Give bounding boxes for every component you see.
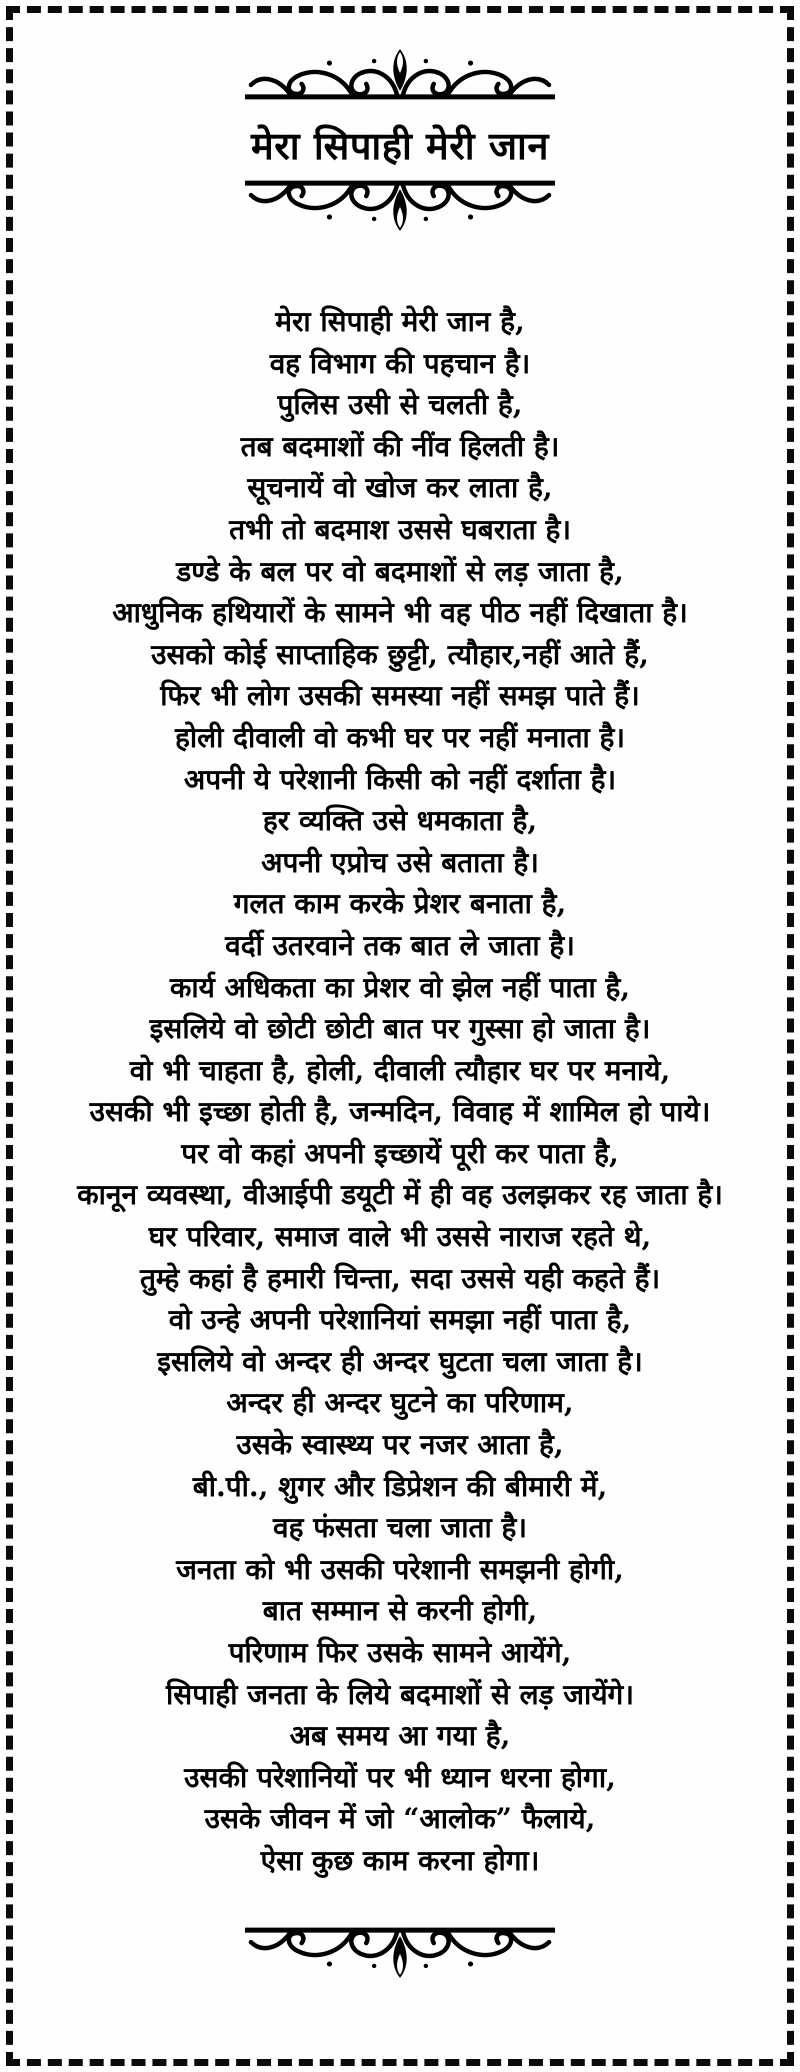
poem-page xyxy=(6,6,794,2066)
poem-line: परिणाम फिर उसके सामने आयेंगे, xyxy=(228,1636,572,1669)
poem-line: गलत काम करके प्रेशर बनाता है, xyxy=(233,887,567,921)
poem-line: मेरा सिपाही मेरी जान है, xyxy=(275,305,525,338)
floral-divider-flourish-icon xyxy=(241,177,559,243)
poem-line: फिर भी लोग उसकी समस्या नहीं समझ पाते हैं। xyxy=(160,679,640,713)
poem-line: आधुनिक हथियारों के सामने भी वह पीठ नहीं दिखाता है। xyxy=(112,596,688,630)
poem-line: बी.पी., शुगर और डिप्रेशन की बीमारी में, xyxy=(192,1469,608,1503)
poem-line: उसकी भी इच्छा होती है, जन्मदिन, विवाह में शामिल हो पाये। xyxy=(89,1095,711,1129)
poem-line: वह फंसता चला जाता है। xyxy=(273,1511,527,1545)
page-content xyxy=(13,13,787,2059)
poem-line: वो उन्हे अपनी परेशानियां समझा नहीं पाता है, xyxy=(168,1303,632,1337)
poem-line: उसकी परेशानियों पर भी ध्यान धरना होगा, xyxy=(184,1760,616,1794)
poem-line: होली दीवाली वो कभी घर पर नहीं मनाता है। xyxy=(174,720,626,754)
poem-line: अपनी एप्रोच उसे बताता है। xyxy=(261,845,539,879)
poem-line: अपनी ये परेशानी किसी को नहीं दर्शाता है। xyxy=(183,762,617,796)
poem-line: सिपाही जनता के लिये बदमाशों से लड़ जायेंगे। xyxy=(166,1677,634,1711)
poem-line: घर परिवार, समाज वाले भी उससे नाराज रहते थे, xyxy=(148,1220,652,1254)
poem-line: अन्दर ही अन्दर घुटने का परिणाम, xyxy=(226,1386,574,1420)
poem-line: पुलिस उसी से चलती है, xyxy=(277,388,523,422)
page-title: मेरा सिपाही मेरी जान xyxy=(250,123,549,168)
poem-line: उसके स्वास्थ्य पर नजर आता है, xyxy=(236,1428,564,1462)
poem-line: इसलिये वो अन्दर ही अन्दर घुटता चला जाता है। xyxy=(157,1344,643,1378)
poem-line: डण्डे के बल पर वो बदमाशों से लड़ जाता है, xyxy=(176,554,624,588)
poem-line: जनता को भी उसकी परेशानी समझनी होगी, xyxy=(176,1552,624,1586)
poem-line: बात सम्मान से करनी होगी, xyxy=(262,1594,538,1628)
poem-line: इसलिये वो छोटी छोटी बात पर गुस्सा हो जाता है। xyxy=(149,1012,651,1046)
poem-line: सूचनायें वो खोज कर लाता है, xyxy=(247,471,553,505)
floral-crest-flourish-icon xyxy=(241,37,559,103)
poem-line: पर वो कहां अपनी इच्छायें पूरी कर पाता है, xyxy=(181,1136,619,1170)
poem-line: वह विभाग की पहचान है। xyxy=(269,346,531,380)
poem-line: अब समय आ गया है, xyxy=(289,1719,511,1753)
poem-line: वर्दी उतरवाने तक बात ले जाता है। xyxy=(225,928,575,962)
poem-line: कानून व्यवस्था, वीआईपी डयूटी में ही वह उलझकर रह जाता है। xyxy=(77,1178,723,1212)
poem-line: तभी तो बदमाश उससे घबराता है। xyxy=(229,512,571,546)
poem-line: तुम्हे कहां है हमारी चिन्ता, सदा उससे यही कहते हैं। xyxy=(139,1261,661,1295)
poem xyxy=(13,301,787,1882)
poem-line: कार्य अधिकता का प्रेशर वो झेल नहीं पाता है, xyxy=(169,970,631,1004)
poem-line: ऐसा कुछ काम करना होगा। xyxy=(260,1843,540,1877)
poem-line: तब बदमाशों की नींव हिलती है। xyxy=(240,429,560,463)
poem-line: हर व्यक्ति उसे धमकाता है, xyxy=(262,804,538,838)
floral-bottom-flourish-icon xyxy=(241,1924,559,1990)
poem-line: उसके जीवन में जो “आलोक” फैलाये, xyxy=(204,1802,596,1836)
poem-line: वो भी चाहता है, होली, दीवाली त्यौहार घर पर मनाये, xyxy=(129,1053,671,1087)
poem-line: उसको कोई साप्ताहिक छुट्टी, त्यौहार,नहीं आते हैं, xyxy=(151,637,649,671)
